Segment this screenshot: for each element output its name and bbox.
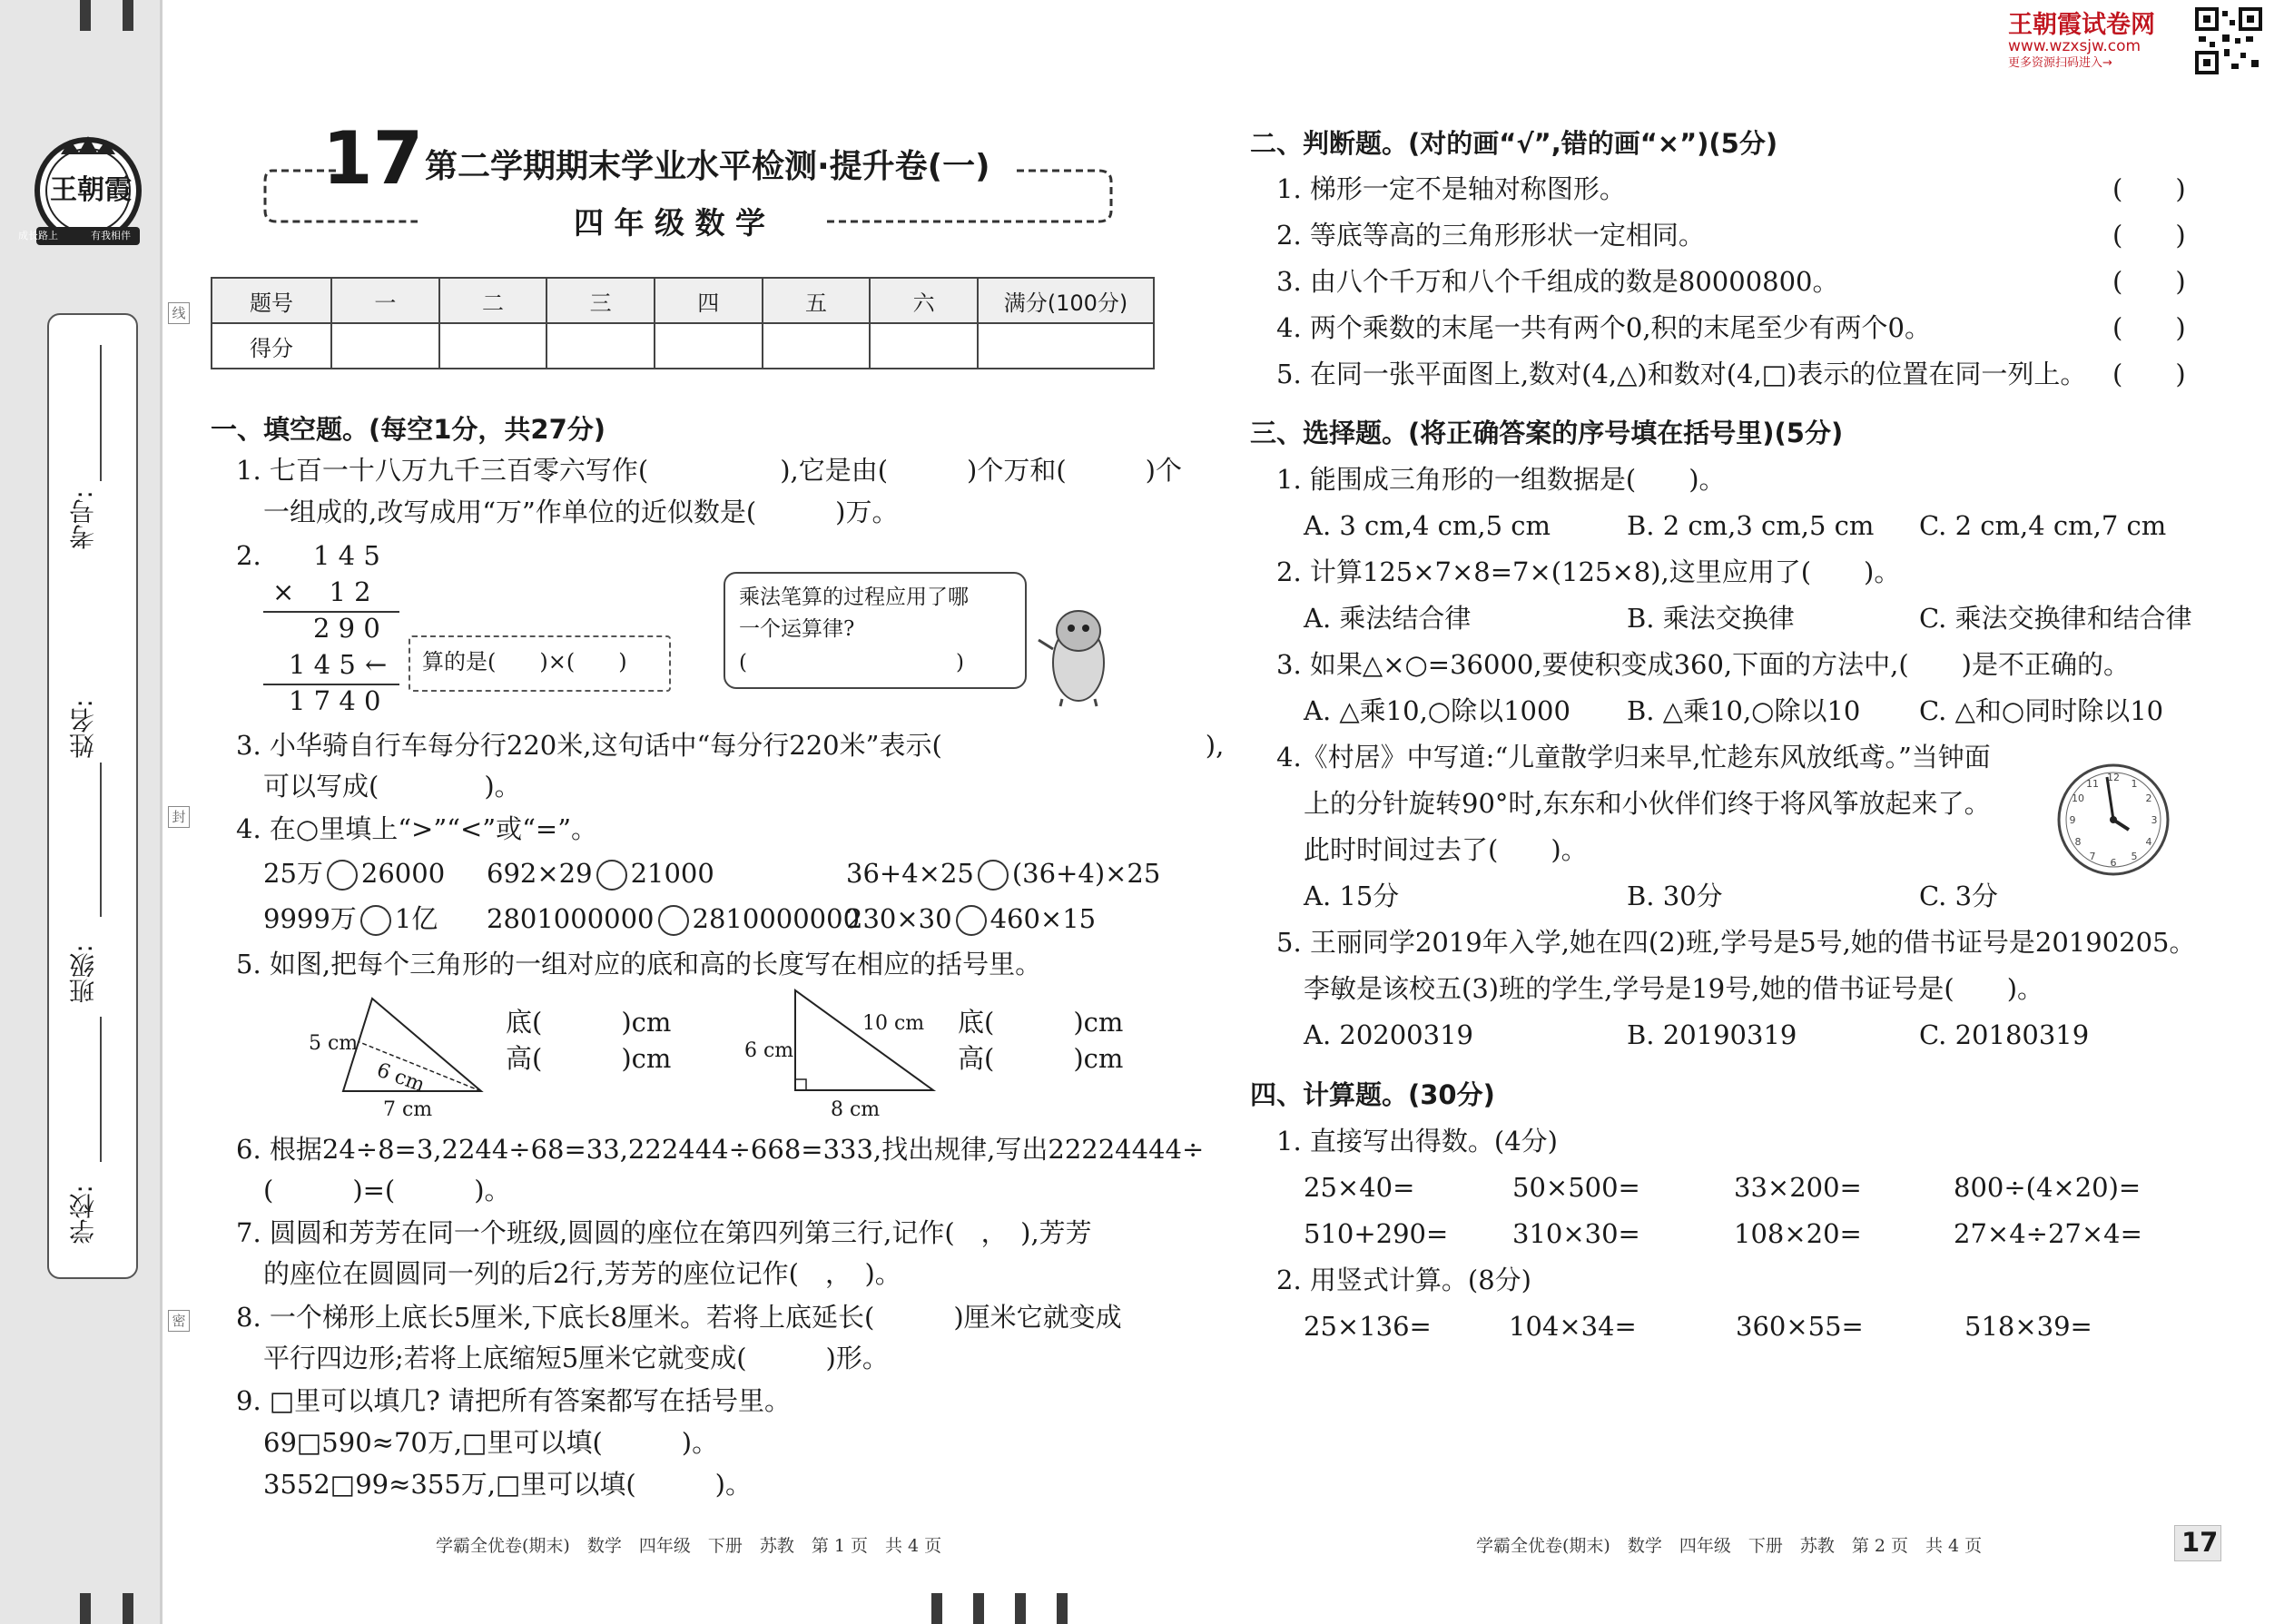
q4-compare: 25万 26000 <box>263 858 446 889</box>
judge-answer-3[interactable]: ( ) <box>2112 266 2186 297</box>
compare-circle[interactable] <box>978 860 1009 891</box>
tri1-height-answer[interactable]: 高( )cm <box>506 1043 672 1074</box>
calc-item[interactable]: 50×500= <box>1512 1172 1640 1203</box>
score-header-cell: 三 <box>546 278 655 323</box>
vertical-calc-item[interactable]: 518×39= <box>1964 1311 2092 1342</box>
svg-text:7: 7 <box>2089 851 2096 862</box>
tri2-hypotenuse: 10 cm <box>862 1012 925 1035</box>
q8-line2: 平行四边形;若将上底缩短5厘米它就变成( )形。 <box>263 1343 889 1373</box>
tri2-leg: 6 cm <box>744 1039 794 1062</box>
choice-q4-line2: 上的分针旋转90°时,东东和小伙伴们终于将风筝放起来了。 <box>1304 788 1991 819</box>
logo-name: 王朝霞 <box>50 174 132 206</box>
tri2-base-answer[interactable]: 底( )cm <box>958 1007 1124 1038</box>
cut-mark: 密 <box>168 1310 190 1332</box>
choice-q4-line1: 4.《村居》中写道:“儿童散学归来早,忙趁东风放纸鸢。”当钟面 <box>1276 742 1991 773</box>
page-number: 17 <box>2181 1527 2219 1558</box>
calc-item[interactable]: 800÷(4×20)= <box>1954 1172 2141 1203</box>
q2-partial1: 2 9 0 <box>313 613 380 644</box>
cut-mark: 线 <box>168 302 190 324</box>
choice-q5-line1: 5. 王丽同学2019年入学,她在四(2)班,学号是5号,她的借书证号是20190205。 <box>1276 927 2196 958</box>
q1-line1: 1. 七百一十八万九千三百零六写作( ),它是由( )个万和( )个 <box>236 455 1182 486</box>
choice-q1-option-b: B. 2 cm,3 cm,5 cm <box>1627 510 1875 541</box>
registration-mark <box>973 1593 984 1624</box>
choice-q2-option-b: B. 乘法交换律 <box>1627 603 1795 634</box>
logo-motto-right: 有我相伴 <box>91 230 131 241</box>
score-label-cell: 得分 <box>212 323 331 369</box>
q9-line1: 9. □里可以填几? 请把所有答案都写在括号里。 <box>236 1385 792 1416</box>
score-input-cell[interactable] <box>763 323 871 369</box>
choice-q3-option-b: B. △乘10,○除以10 <box>1627 695 1861 726</box>
choice-q1-option-a: A. 3 cm,4 cm,5 cm <box>1304 510 1551 541</box>
choice-q2: 2. 计算125×7×8=7×(125×8),这里应用了( )。 <box>1276 556 1901 587</box>
q2-partial2: 1 4 5 <box>289 649 356 680</box>
q4-compare: 230×30 460×15 <box>846 903 1097 934</box>
brand-url[interactable]: www.wzxsjw.com <box>2008 37 2141 55</box>
svg-text:4: 4 <box>2145 836 2152 848</box>
tri2-height-answer[interactable]: 高( )cm <box>958 1043 1124 1074</box>
q5-text: 5. 如图,把每个三角形的一组对应的底和高的长度写在相应的括号里。 <box>236 949 1042 979</box>
score-header-cell: 一 <box>331 278 439 323</box>
score-input-cell[interactable] <box>439 323 547 369</box>
calc-item[interactable]: 27×4÷27×4= <box>1954 1218 2142 1249</box>
svg-text:12: 12 <box>2107 772 2120 783</box>
vertical-calc-item[interactable]: 360×55= <box>1736 1311 1864 1342</box>
tri1-side: 5 cm <box>309 1032 359 1055</box>
choice-q3: 3. 如果△×○=36000,要使积变成360,下面的方法中,( )是不正确的。 <box>1276 649 2130 680</box>
registration-mark <box>123 1593 133 1624</box>
q4-intro: 4. 在○里填上“>”“<”或“=”。 <box>236 813 598 844</box>
choice-q3-option-a: A. △乘10,○除以1000 <box>1304 695 1570 726</box>
q3-line1: 3. 小华骑自行车每分行220米,这句话中“每分行220米”表示( ), <box>236 730 1225 761</box>
calc-sub1: 1. 直接写出得数。(4分) <box>1276 1126 1558 1156</box>
class-line[interactable] <box>100 1017 102 1162</box>
svg-text:2: 2 <box>2145 792 2152 804</box>
choice-q2-option-c: C. 乘法交换律和结合律 <box>1919 603 2192 634</box>
score-input-cell[interactable] <box>546 323 655 369</box>
q1-line2: 一组成的,改写成用“万”作单位的近似数是( )万。 <box>263 497 899 527</box>
q7-line1: 7. 圆圆和芳芳在同一个班级,圆圆的座位在第四列第三行,记作( ， ),芳芳 <box>236 1217 1092 1248</box>
svg-text:5: 5 <box>2131 851 2138 862</box>
svg-text:6: 6 <box>2110 857 2117 869</box>
q2-number: 2. <box>236 540 261 571</box>
tri1-base-answer[interactable]: 底( )cm <box>506 1007 672 1038</box>
section4-heading: 四、计算题。(30分) <box>1250 1079 1495 1110</box>
q2-multiplicand: 1 4 5 <box>313 540 380 571</box>
q2-multiplier: × 1 2 <box>272 576 371 607</box>
compare-circle[interactable] <box>596 860 627 891</box>
q9-line3: 3552□99≈355万,□里可以填( )。 <box>263 1469 753 1500</box>
vertical-calc-item[interactable]: 104×34= <box>1509 1311 1637 1342</box>
registration-mark <box>80 1593 91 1624</box>
name-line[interactable] <box>100 763 102 917</box>
bubble-answer[interactable]: ( ) <box>739 651 964 674</box>
q6-line2: ( )=( )。 <box>263 1175 511 1206</box>
registration-mark <box>123 0 133 31</box>
paper-subtitle: 四 年 级 数 学 <box>574 205 765 241</box>
svg-text:3: 3 <box>2151 814 2158 826</box>
q4-compare: 692×29 21000 <box>487 858 714 889</box>
q4-compare: 2801000000 2810000000 <box>487 903 861 934</box>
exam-no-line[interactable] <box>100 345 102 481</box>
paper-title: 第二学期期末学业水平检测·提升卷(一) <box>425 148 990 185</box>
registration-mark <box>80 0 91 31</box>
calc-item[interactable]: 33×200= <box>1734 1172 1862 1203</box>
choice-q4-option-c: C. 3分 <box>1919 881 1999 911</box>
choice-q4-line3: 此时时间过去了( )。 <box>1304 834 1588 865</box>
exam-no-label: 考号: <box>68 490 98 550</box>
tri1-height: 6 cm <box>373 1058 428 1097</box>
choice-q5-option-c: C. 20180319 <box>1919 1019 2090 1050</box>
judge-answer-5[interactable]: ( ) <box>2112 359 2186 389</box>
choice-q3-option-c: C. △和○同时除以10 <box>1919 695 2164 726</box>
calc-sub2: 2. 用竖式计算。(8分) <box>1276 1265 1531 1295</box>
score-header-cell: 满分(100分) <box>978 278 1154 323</box>
tri2-base: 8 cm <box>831 1098 881 1121</box>
choice-q1-option-c: C. 2 cm,4 cm,7 cm <box>1919 510 2167 541</box>
choice-q4-option-b: B. 30分 <box>1627 881 1723 911</box>
svg-text:10: 10 <box>2072 792 2084 804</box>
bubble-line1: 乘法笔算的过程应用了哪 <box>739 586 969 609</box>
svg-text:11: 11 <box>2086 778 2099 790</box>
q4-compare: 9999万 1亿 <box>263 903 438 934</box>
choice-q5-option-a: A. 20200319 <box>1304 1019 1473 1050</box>
score-input-cell[interactable] <box>870 323 978 369</box>
bubble-line2: 一个运算律? <box>739 617 855 641</box>
compare-circle[interactable] <box>956 905 987 936</box>
judge-item-4: 4. 两个乘数的末尾一共有两个0,积的末尾至少有两个0。 <box>1276 312 1932 343</box>
section2-heading: 二、判断题。(对的画“√”,错的画“×”)(5分) <box>1250 128 1778 159</box>
score-input-cell[interactable] <box>655 323 763 369</box>
calc-item[interactable]: 108×20= <box>1734 1218 1862 1249</box>
q2-product: 1 7 4 0 <box>289 685 381 716</box>
student-info-box <box>47 313 138 1279</box>
compare-circle[interactable] <box>360 905 391 936</box>
judge-item-2: 2. 等底等高的三角形形状一定相同。 <box>1276 220 1705 251</box>
score-table <box>211 277 1155 369</box>
score-header-cell: 题号 <box>212 278 331 323</box>
vertical-calc-item[interactable]: 25×136= <box>1304 1311 1432 1342</box>
q2-arrow: ← <box>365 649 388 680</box>
score-input-cell[interactable] <box>331 323 439 369</box>
registration-mark <box>1015 1593 1026 1624</box>
score-header-cell: 六 <box>870 278 978 323</box>
registration-mark <box>931 1593 942 1624</box>
brand-tip: 更多资源扫码进入→ <box>2008 56 2112 70</box>
choice-q1: 1. 能围成三角形的一组数据是( )。 <box>1276 464 1726 495</box>
triangle-2 <box>781 985 944 1103</box>
q8-line1: 8. 一个梯形上底长5厘米,下底长8厘米。若将上底延长( )厘米它就变成 <box>236 1302 1122 1333</box>
judge-item-1: 1. 梯形一定不是轴对称图形。 <box>1276 173 1626 204</box>
class-label: 班级: <box>68 944 98 1004</box>
score-header-cell: 五 <box>763 278 871 323</box>
registration-mark <box>1057 1593 1068 1624</box>
qr-code-icon[interactable] <box>2195 7 2262 74</box>
footer-right: 学霸全优卷(期末) 数学 四年级 下册 苏教 第 2 页 共 4 页 <box>1476 1536 1983 1556</box>
svg-text:9: 9 <box>2069 814 2076 826</box>
strip-edge <box>160 0 162 1624</box>
score-header-cell: 四 <box>655 278 763 323</box>
choice-q5-line2: 李敏是该校五(3)班的学生,学号是19号,她的借书证号是( )。 <box>1304 973 2044 1004</box>
svg-text:1: 1 <box>2131 778 2138 790</box>
q4-compare: 36+4×25 (36+4)×25 <box>846 858 1161 889</box>
section1-heading: 一、填空题。(每空1分，共27分) <box>211 414 606 445</box>
choice-q4-option-a: A. 15分 <box>1304 881 1400 911</box>
brand-name: 王朝霞试卷网 <box>2008 11 2155 39</box>
section3-heading: 三、选择题。(将正确答案的序号填在括号里)(5分) <box>1250 418 1844 448</box>
tri1-base: 7 cm <box>383 1098 433 1121</box>
q9-line2: 69□590≈70万,□里可以填( )。 <box>263 1427 719 1458</box>
score-header-cell: 二 <box>439 278 547 323</box>
score-input-cell[interactable] <box>978 323 1154 369</box>
judge-item-5: 5. 在同一张平面图上,数对(4,△)和数对(4,□)表示的位置在同一列上。 <box>1276 359 2087 389</box>
calc-item[interactable]: 510+290= <box>1304 1218 1449 1249</box>
choice-q5-option-b: B. 20190319 <box>1627 1019 1797 1050</box>
svg-text:8: 8 <box>2074 836 2082 848</box>
school-label: 学校: <box>68 1185 98 1245</box>
cartoon-mascot-icon <box>1035 590 1121 708</box>
choice-q2-option-a: A. 乘法结合律 <box>1304 603 1472 634</box>
judge-item-3: 3. 由八个千万和八个千组成的数是80000800。 <box>1276 266 1839 297</box>
judge-answer-1[interactable]: ( ) <box>2112 173 2186 204</box>
q7-line2: 的座位在圆圆同一列的后2行,芳芳的座位记作( ， )。 <box>263 1258 901 1289</box>
cut-mark: 封 <box>168 806 190 828</box>
judge-answer-4[interactable]: ( ) <box>2112 312 2186 343</box>
q6-line1: 6. 根据24÷8=3,2244÷68=33,222444÷668=333,找出规律,写出22224444÷ <box>236 1134 1205 1165</box>
logo-motto-left: 成长路上 <box>18 230 58 241</box>
calc-item[interactable]: 310×30= <box>1512 1218 1640 1249</box>
name-label: 姓名: <box>68 699 98 759</box>
footer-left: 学霸全优卷(期末) 数学 四年级 下册 苏教 第 1 页 共 4 页 <box>436 1536 942 1556</box>
calc-item[interactable]: 25×40= <box>1304 1172 1415 1203</box>
q2-box-text[interactable]: 算的是( )×( ) <box>422 649 627 674</box>
q3-line2: 可以写成( )。 <box>263 771 521 802</box>
judge-answer-2[interactable]: ( ) <box>2112 220 2186 251</box>
clock-icon <box>2054 761 2172 879</box>
paper-number: 17 <box>322 116 424 201</box>
compare-circle[interactable] <box>658 905 689 936</box>
compare-circle[interactable] <box>327 860 358 891</box>
